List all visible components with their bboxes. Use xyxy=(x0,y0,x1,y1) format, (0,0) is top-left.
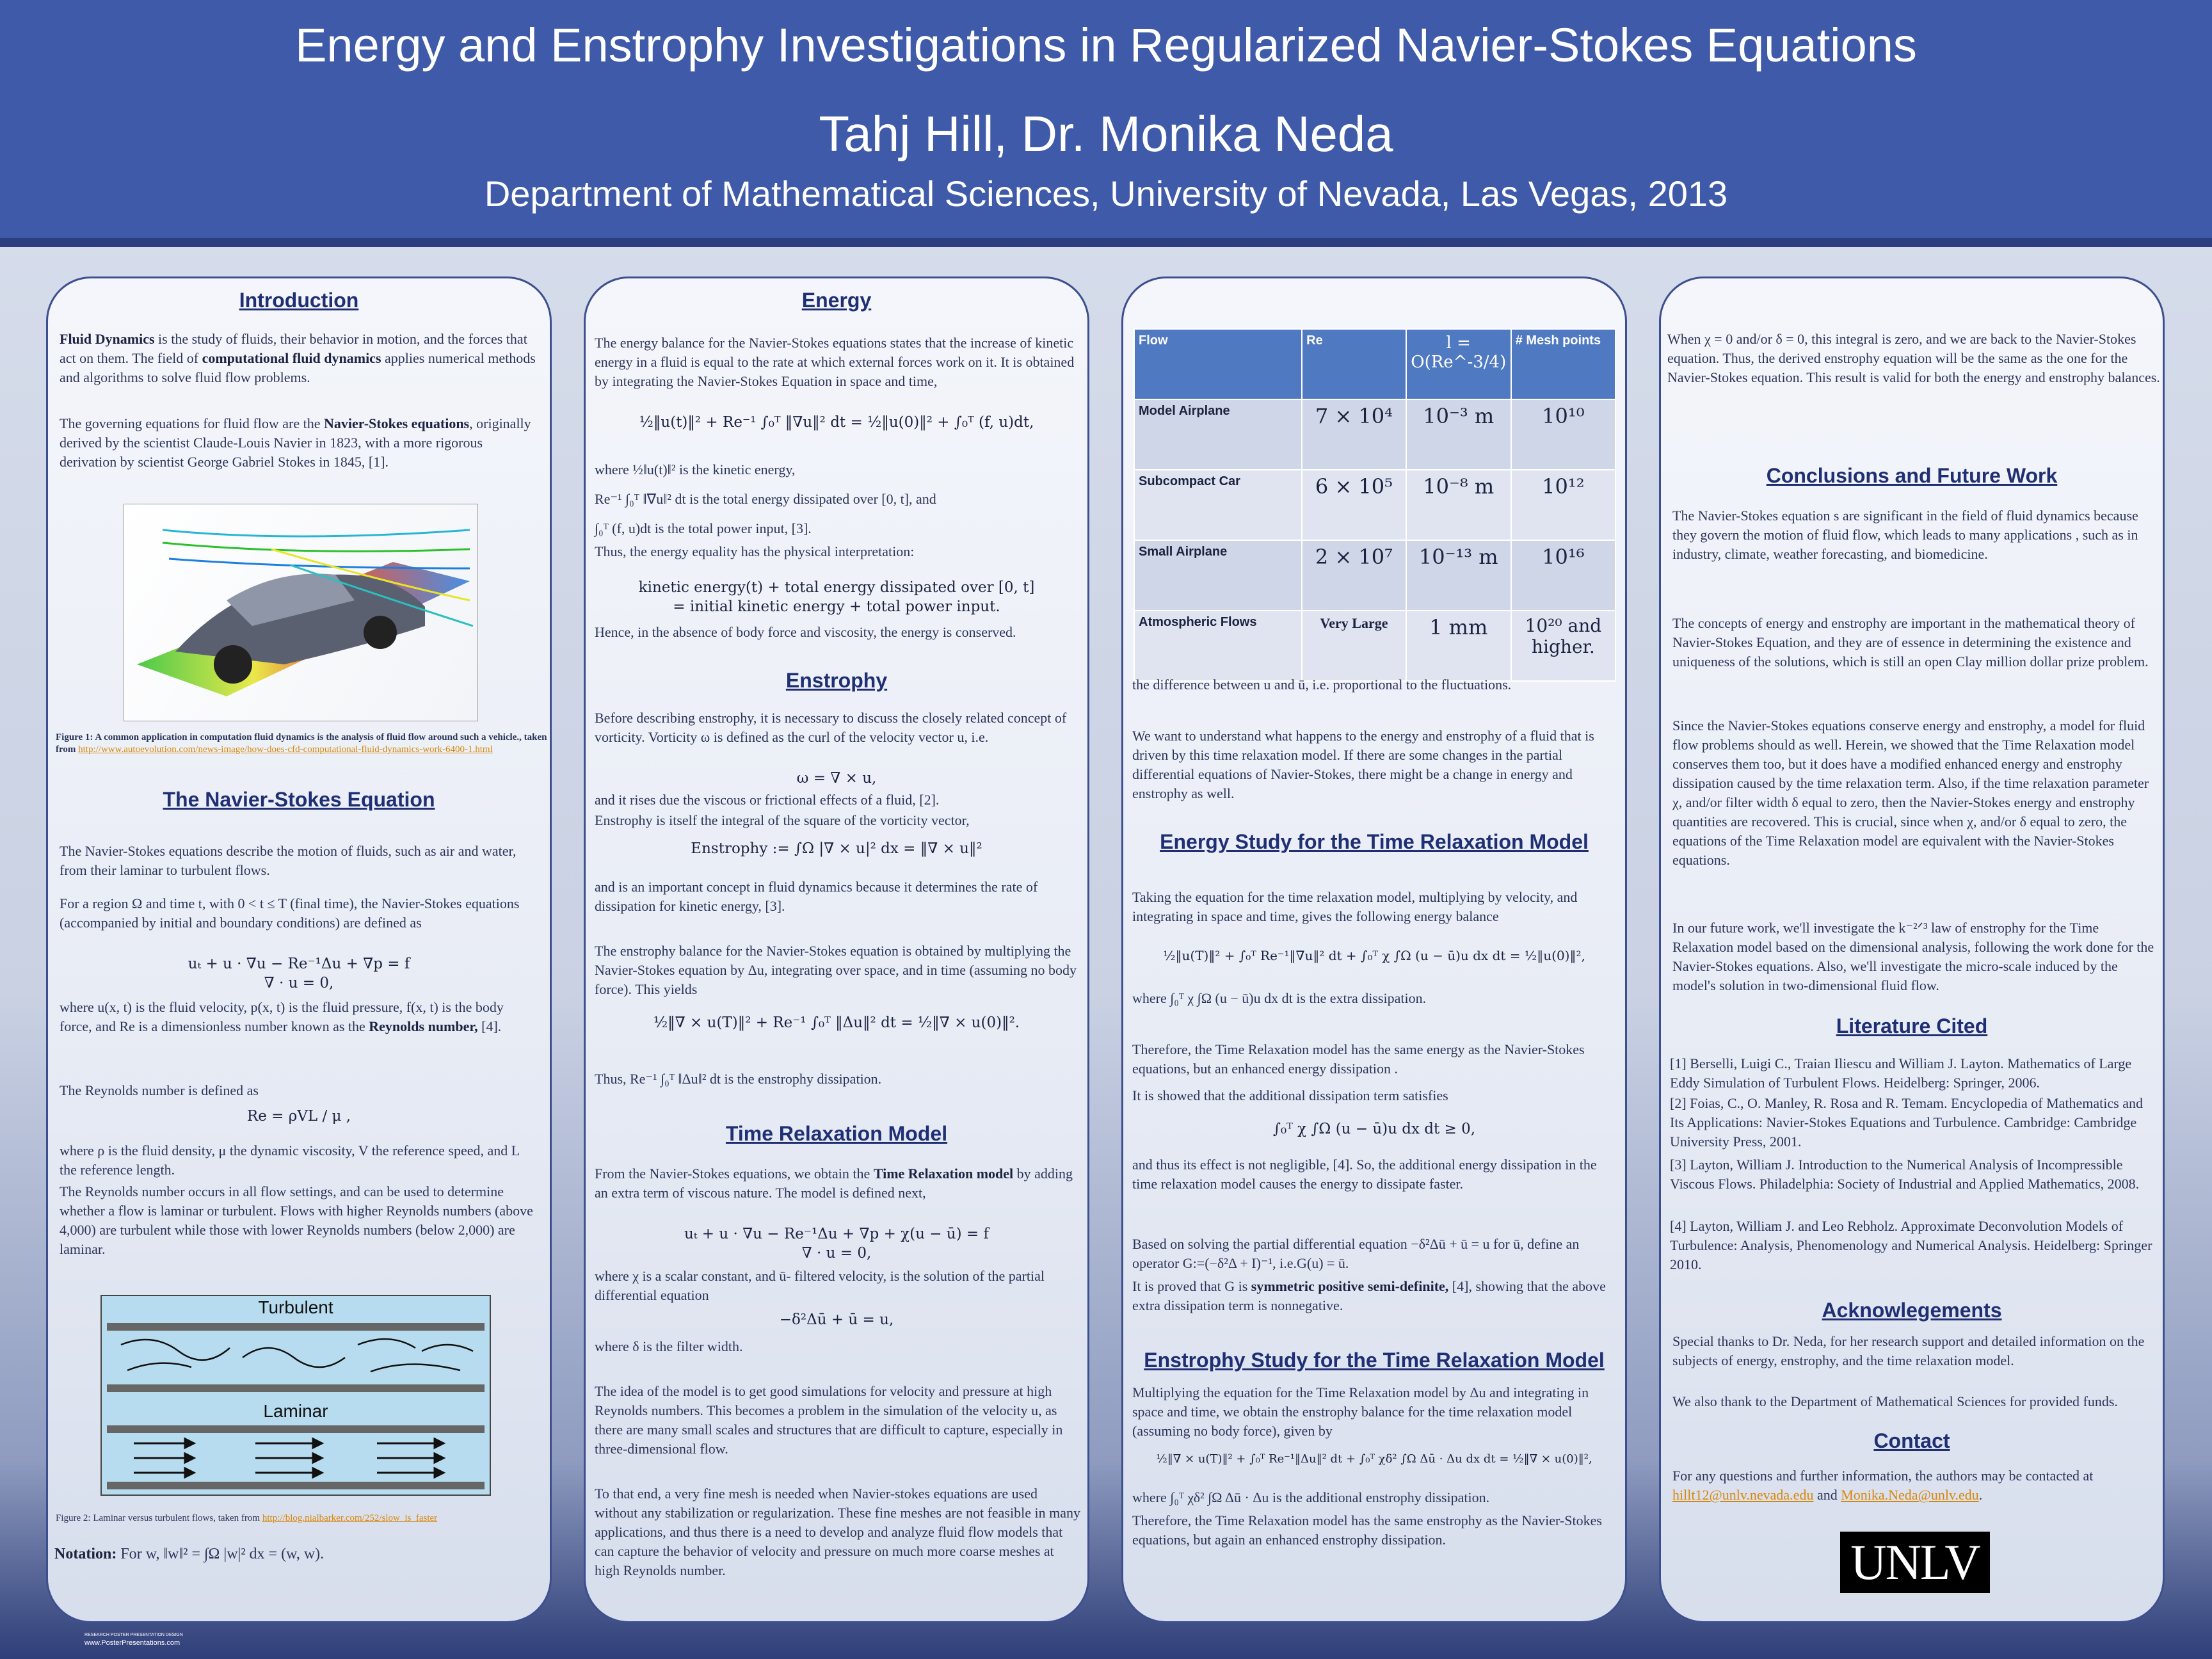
text-span: and xyxy=(1813,1487,1841,1503)
energy-interpretation-2: = initial kinetic energy + total power input. xyxy=(673,598,1000,615)
table-cell: 1 mm xyxy=(1406,611,1511,681)
enstrophy-paragraph-6: Thus, Re⁻¹ ∫₀ᵀ ‖Δu‖² dt is the enstrophy dissipation. xyxy=(595,1071,882,1087)
table-cell: 10⁻⁸ m xyxy=(1406,470,1511,540)
reference-4: [4] Layton, William J. and Leo Rebholz. Approximate Deconvolution Models of Turbulence: Analysis, Phenomenology and Numerical Analysis. Heidelberg: Springer 2010. xyxy=(1670,1218,2152,1272)
trm-paragraph-5: To that end, a very fine mesh is needed when Navier-stokes equations are used without any stabilization or regularization. These fine meshes are not feasible in many applications, and thus there is a need to develop and analyze fluid flow models that can capture the behavior of velocity and pressure on much more coarse meshes at high Reynolds number. xyxy=(595,1486,1080,1578)
conclusions-paragraph-4: In our future work, we'll investigate the k⁻²ᐟ³ law of enstrophy for the Time Relaxation model based on the dimensional analysis, following the work done for the Navier-Stokes equations. Also, we'll investigate the micro-scale induced by the model's solution in two-dimensional fluid flow. xyxy=(1672,920,2154,993)
section-heading-contact: Contact xyxy=(1873,1429,1950,1452)
text-span: [4]. xyxy=(477,1018,502,1034)
notation xyxy=(54,1544,547,1564)
text-span: applies numerical methods and algorithms to solve fluid flow problems. xyxy=(60,350,536,385)
energy-study-paragraph-2: where ∫₀ᵀ χ ∫Ω (u − ū)u dx dt is the extra dissipation. xyxy=(1132,990,1427,1006)
ack-paragraph-1: Special thanks to Dr. Neda, for her research support and detailed information on the subjects of energy, enstrophy, and the time relaxation model. xyxy=(1672,1333,2145,1368)
term-spsd: symmetric positive semi-definite, xyxy=(1251,1278,1449,1294)
energy-study-paragraph-4: It is showed that the additional dissipation term satisfies xyxy=(1132,1087,1448,1103)
conclusions-paragraph-3: Since the Navier-Stokes equations conserve energy and enstrophy, a model for fluid flow problems should as well. Herein, we showed that the Time Relaxation model conserves them too, but it does have a modified enhanced energy and enstrophy dissipation caused by the time relaxation term. Also, if the time relaxation parameter χ, and/or filter width δ equal to zero, then the Navier-Stokes energy and enstrophy quantities are recovered. This is crucial, since when χ, and/or δ equal to zero, the equations of the Time Relaxation model are equivalent with the Navier-Stokes equations. xyxy=(1672,717,2149,868)
figure-1-link[interactable]: http://www.autoevolution.com/news-image/how-does-cfd-computational-fluid-dynamics-work-6400-1.html xyxy=(78,744,493,755)
conclusions-paragraph-2: The concepts of energy and enstrophy are important in the mathematical theory of Navier-Stokes Equation, and they are of essence in determining the existence and uniqueness of the solutions, which is still an open Clay million dollar prize problem. xyxy=(1672,615,2149,669)
poster-header xyxy=(0,0,2212,247)
table-header: Re xyxy=(1302,329,1406,399)
figure-2-caption xyxy=(56,1512,549,1525)
conclusions-paragraph-1: The Navier-Stokes equation s are significant in the field of fluid dynamics because they govern the motion of fluid flow, which leads to many applications , such as in industry, climate, weather forecasting, and biomedicine. xyxy=(1672,508,2138,562)
figure-1-caption xyxy=(56,732,549,756)
text-span: For any questions and further information, the authors may be contacted at xyxy=(1672,1468,2094,1484)
energy-study-paragraph-6: Based on solving the partial differential equation −δ²Δū + ū = u for ū, define an operator G:=(−δ²Δ + I)⁻¹, i.e.G(u) = ū. xyxy=(1132,1236,1580,1271)
trm-enstrophy-balance-equation: ½‖∇ × u(T)‖² + ∫₀ᵀ Re⁻¹‖Δu‖² dt + ∫₀ᵀ χδ² ∫Ω Δū · Δu dx dt = ½‖∇ × u(0)‖², xyxy=(1156,1452,1592,1466)
email-link-hill[interactable]: hillt12@unlv.nevada.edu xyxy=(1672,1487,1814,1503)
term-time-relaxation: Time Relaxation model xyxy=(873,1166,1014,1182)
section-heading-introduction: Introduction xyxy=(239,289,359,312)
energy-interpretation-1: kinetic energy(t) + total energy dissipated over [0, t] xyxy=(638,579,1035,596)
energy-study-paragraph-3: Therefore, the Time Relaxation model has the same energy as the Navier-Stokes equations, but an enhanced energy dissipation . xyxy=(1132,1041,1585,1077)
energy-study-paragraph-7 xyxy=(1132,1277,1619,1315)
section-heading-navier-stokes: The Navier-Stokes Equation xyxy=(163,788,435,811)
table-header: Flow xyxy=(1134,329,1302,399)
trm-paragraph-2: where χ is a scalar constant, and ū- filtered velocity, is the solution of the partial differential equation xyxy=(595,1268,1045,1303)
ns-paragraph-3 xyxy=(60,998,540,1036)
enstrophy-study-paragraph-3: Therefore, the Time Relaxation model has the same enstrophy as the Navier-Stokes equations, but again an enhanced enstrophy dissipation. xyxy=(1132,1512,1602,1548)
col4-paragraph-0: When χ = 0 and/or δ = 0, this integral is zero, and we are back to the Navier-Stokes equation. Thus, the derived enstrophy equation will be the same as the one for the Navier-Stokes equation. This result is valid for both the energy and enstrophy balances. xyxy=(1667,331,2160,385)
enstrophy-paragraph-1: Before describing enstrophy, it is necessary to discuss the closely related concept of vorticity. Vorticity ω is defined as the curl of the velocity vector u, i.e. xyxy=(595,710,1067,745)
energy-line-1: where ½‖u(t)‖² is the kinetic energy, xyxy=(595,461,796,477)
table-row xyxy=(1134,399,1615,470)
unlv-logo: UNLV xyxy=(1840,1532,1990,1593)
term-reynolds: Reynolds number, xyxy=(369,1018,478,1034)
section-heading-acknowledgements: Acknowlegements xyxy=(1822,1299,2002,1322)
enstrophy-paragraph-3: Enstrophy is itself the integral of the square of the vorticity vector, xyxy=(595,812,970,828)
col3-paragraph-1: We want to understand what happens to the energy and enstrophy of a fluid that is driven by this time relaxation model. If there are some changes in the partial differential equations of Navier-Stokes, there might be a change in energy and enstrophy as well. xyxy=(1132,728,1594,801)
enstrophy-paragraph-5: The enstrophy balance for the Navier-Stokes equation is obtained by multiplying the Navier-Stokes equation by Δu, integrating over space, and in time (assuming no body force). This yields xyxy=(595,943,1077,997)
section-heading-literature: Literature Cited xyxy=(1836,1014,1988,1038)
energy-line-4: Thus, the energy equality has the physical interpretation: xyxy=(595,543,915,559)
email-link-neda[interactable]: Monika.Neda@unlv.edu xyxy=(1841,1487,1979,1503)
table-header: l = O(Re^-3/4) xyxy=(1406,329,1511,399)
ns-paragraph-1: The Navier-Stokes equations describe the motion of fluids, such as air and water, from their laminar to turbulent flows. xyxy=(60,843,517,878)
text-span: It is proved that G is xyxy=(1132,1278,1251,1294)
energy-line-2: Re⁻¹ ∫₀ᵀ ‖∇u‖² dt is the total energy dissipated over [0, t], and xyxy=(595,491,936,507)
enstrophy-paragraph-4: and is an important concept in fluid dynamics because it determines the rate of dissipation for kinetic energy, [3]. xyxy=(595,879,1038,914)
enstrophy-study-paragraph-1: Multiplying the equation for the Time Relaxation model by Δu and integrating in space and time, we obtain the enstrophy balance for the time relaxation model (assuming no body force), given by xyxy=(1132,1384,1589,1439)
table-cell: 10¹² xyxy=(1511,470,1615,540)
poster-footer xyxy=(84,1631,183,1647)
panel-energy xyxy=(584,276,1089,1623)
enstrophy-study-paragraph-2: where ∫₀ᵀ χδ² ∫Ω Δū · Δu is the additional enstrophy dissipation. xyxy=(1132,1489,1490,1505)
term-cfd: computational fluid dynamics xyxy=(202,350,381,366)
table-cell: 7 × 10⁴ xyxy=(1302,399,1406,470)
trm-energy-balance-equation: ½‖u(T)‖² + ∫₀ᵀ Re⁻¹‖∇u‖² dt + ∫₀ᵀ χ ∫Ω (u − ū)u dx dt = ½‖u(0)‖², xyxy=(1163,948,1585,963)
energy-study-paragraph-1: Taking the equation for the time relaxation model, multiplying by velocity, and integrating in space and time, gives the following energy balance xyxy=(1132,889,1578,924)
trm-paragraph-1 xyxy=(595,1164,1081,1203)
text-span: Figure 2: Laminar versus turbulent flows, taken from xyxy=(56,1513,262,1523)
reference-3: [3] Layton, William J. Introduction to the Numerical Analysis of Incompressible Viscous Flows. Philadelphia: Society of Industrial and Applied Mathematics, 2008. xyxy=(1670,1157,2140,1192)
table-cell: Atmospheric Flows xyxy=(1134,611,1302,681)
table-row xyxy=(1134,470,1615,540)
vorticity-equation: ω = ∇ × u, xyxy=(796,770,877,787)
ns-paragraph-2: For a region Ω and time t, with 0 < t ≤ T (final time), the Navier-Stokes equations (accompanied by initial and boundary conditions) are defined as xyxy=(60,895,520,931)
laminar-turbulent-figure xyxy=(100,1295,491,1496)
table-cell: 10¹⁰ xyxy=(1511,399,1615,470)
ns-paragraph-6: The Reynolds number occurs in all flow settings, and can be used to determine whether a flow is laminar or turbulent. Flows with higher Reynolds numbers (above 4,000) are turbulent while those with lower Reynolds numbers (below 2,000) are laminar. xyxy=(60,1183,533,1257)
mesh-points-table xyxy=(1134,328,1616,682)
enstrophy-definition: Enstrophy := ∫Ω |∇ × u|² dx = ‖∇ × u‖² xyxy=(691,840,982,857)
section-heading-energy: Energy xyxy=(801,289,872,312)
table-row xyxy=(1134,611,1615,681)
label-turbulent: Turbulent xyxy=(258,1297,333,1317)
table-header-row xyxy=(1134,329,1615,399)
trm-continuity-equation: ∇ · u = 0, xyxy=(801,1245,872,1262)
energy-line-3: ∫₀ᵀ (f, u)dt is the total power input, [3]. xyxy=(595,520,812,536)
reynolds-equation: Re = ρVL / μ , xyxy=(246,1108,351,1125)
table-cell: Subcompact Car xyxy=(1134,470,1302,540)
table-cell: Model Airplane xyxy=(1134,399,1302,470)
reference-1: [1] Berselli, Luigi C., Traian Iliescu and William J. Layton. Mathematics of Large Eddy Simulation of Turbulent Flows. Heidelberg: Springer, 2006. xyxy=(1670,1055,2132,1091)
trm-paragraph-4: The idea of the model is to get good simulations for velocity and pressure at high Reynolds numbers. This becomes a problem in the simulation of the velocity u, as there are many small scales and structures that are difficult to capture, especially in three-dimensional flow. xyxy=(595,1383,1063,1457)
label-laminar: Laminar xyxy=(263,1401,328,1421)
ns-paragraph-4: The Reynolds number is defined as xyxy=(60,1082,259,1098)
text-span: From the Navier-Stokes equations, we obtain the xyxy=(595,1166,874,1182)
ack-paragraph-2: We also thank to the Department of Mathematical Sciences for provided funds. xyxy=(1672,1393,2118,1409)
trm-momentum-equation: uₜ + u · ∇u − Re⁻¹Δu + ∇p + χ(u − ū) = f xyxy=(684,1226,989,1242)
text-span: by adding an extra term of viscous nature. The model is defined next, xyxy=(595,1166,1073,1201)
intro-paragraph-2 xyxy=(60,414,540,472)
footer-line-1: RESEARCH POSTER PRESENTATION DESIGN xyxy=(84,1633,183,1637)
table-header: # Mesh points xyxy=(1511,329,1615,399)
section-heading-enstrophy-study: Enstrophy Study for the Time Relaxation Model xyxy=(1144,1349,1605,1372)
table-cell: Very Large xyxy=(1302,611,1406,681)
table-row xyxy=(1134,540,1615,611)
energy-paragraph-1: The energy balance for the Navier-Stokes equations states that the increase of kinetic energy in a fluid is equal to the rate at which external forces work on it. It is obtained by integrating the Navier-Stokes Equation in space and time, xyxy=(595,335,1075,389)
extra-dissipation-inequality: ∫₀ᵀ χ ∫Ω (u − ū)u dx dt ≥ 0, xyxy=(1272,1121,1476,1137)
panel-time-relaxation-study xyxy=(1121,276,1627,1623)
enstrophy-balance-equation: ½‖∇ × u(T)‖² + Re⁻¹ ∫₀ᵀ ‖Δu‖² dt = ½‖∇ × u(0)‖². xyxy=(653,1014,1020,1031)
footer-line-2[interactable]: www.PosterPresentations.com xyxy=(84,1639,180,1647)
ns-paragraph-5: where ρ is the fluid density, μ the dynamic viscosity, V the reference speed, and L the reference length. xyxy=(60,1142,520,1178)
term-fluid-dynamics: Fluid Dynamics xyxy=(60,331,155,347)
table-cell: 10⁻³ m xyxy=(1406,399,1511,470)
text-span: , originally derived by the scientist Claude-Louis Navier in 1823, with a more rigorous derivation by scientist George Gabriel Stokes in 1845, [1]. xyxy=(60,415,531,470)
poster-authors: Tahj Hill, Dr. Monika Neda xyxy=(819,106,1393,162)
text-span: where u(x, t) is the fluid velocity, p(x, t) is the fluid pressure, f(x, t) is the body force, and Re is a dimensionless number known as the xyxy=(60,999,504,1034)
text-span: Figure 1: A common application in computation fluid dynamics is the analysis of fluid flow around such a vehicle., taken from xyxy=(56,732,547,755)
table-cell: 2 × 10⁷ xyxy=(1302,540,1406,611)
notation-label: Notation: xyxy=(54,1546,117,1562)
panel-introduction xyxy=(46,276,552,1623)
poster-title: Energy and Enstrophy Investigations in Regularized Navier-Stokes Equations xyxy=(295,19,1917,72)
text-span: For w, ‖w‖² = ∫Ω |w|² dx = (w, w). xyxy=(116,1546,325,1562)
energy-study-paragraph-5: and thus its effect is not negligible, [4]. So, the additional energy dissipation in the time relaxation model causes the energy to dissipate faster. xyxy=(1132,1157,1597,1192)
text-span: is the study of fluids, their behavior in motion, and the forces that act on them. The field of xyxy=(60,331,527,366)
cfd-car-image xyxy=(124,504,478,721)
intro-paragraph-1 xyxy=(60,330,540,387)
contact-paragraph xyxy=(1672,1466,2155,1505)
section-heading-energy-study: Energy Study for the Time Relaxation Model xyxy=(1160,830,1589,853)
ns-equation-continuity: ∇ · u = 0, xyxy=(264,975,334,991)
trm-paragraph-3: where δ is the filter width. xyxy=(595,1338,743,1354)
section-heading-enstrophy: Enstrophy xyxy=(785,669,888,692)
ns-equation-momentum: uₜ + u · ∇u − Re⁻¹Δu + ∇p = f xyxy=(188,956,410,972)
text-span: [4], showing that the above extra dissipation term is nonnegative. xyxy=(1132,1278,1606,1313)
energy-balance-equation: ½‖u(t)‖² + Re⁻¹ ∫₀ᵀ ‖∇u‖² dt = ½‖u(0)‖² + ∫₀ᵀ (f, u)dt, xyxy=(639,414,1034,431)
table-cell: 10¹⁶ xyxy=(1511,540,1615,611)
energy-line-5: Hence, in the absence of body force and viscosity, the energy is conserved. xyxy=(595,624,1016,640)
term-navier-stokes: Navier-Stokes equations xyxy=(323,415,470,431)
figure-2-link[interactable]: http://blog.nialbarker.com/252/slow_is_faster xyxy=(262,1513,438,1523)
section-heading-conclusions: Conclusions and Future Work xyxy=(1766,464,2058,487)
text-span: The governing equations for fluid flow are the xyxy=(60,415,324,431)
panel-conclusions xyxy=(1659,276,2165,1623)
table-cell: Small Airplane xyxy=(1134,540,1302,611)
table-cell: 10⁻¹³ m xyxy=(1406,540,1511,611)
reference-2: [2] Foias, C., O. Manley, R. Rosa and R. Temam. Encyclopedia of Mathematics and Its Applications: Navier-Stokes Equations and Turbulence. Cambridge: Cambridge University Press, 2001. xyxy=(1670,1095,2143,1150)
table-cell: 10²⁰ and higher. xyxy=(1511,611,1615,681)
col3-paragraph-0: the difference between u and ū, i.e. proportional to the fluctuations. xyxy=(1132,677,1512,693)
filter-equation: −δ²Δū + ū = u, xyxy=(779,1311,894,1328)
text-span: . xyxy=(1978,1487,1983,1503)
table-cell: 6 × 10⁵ xyxy=(1302,470,1406,540)
section-heading-time-relaxation: Time Relaxation Model xyxy=(725,1122,948,1145)
poster-affiliation: Department of Mathematical Sciences, University of Nevada, Las Vegas, 2013 xyxy=(484,173,1728,214)
enstrophy-paragraph-2: and it rises due the viscous or frictional effects of a fluid, [2]. xyxy=(595,792,940,808)
